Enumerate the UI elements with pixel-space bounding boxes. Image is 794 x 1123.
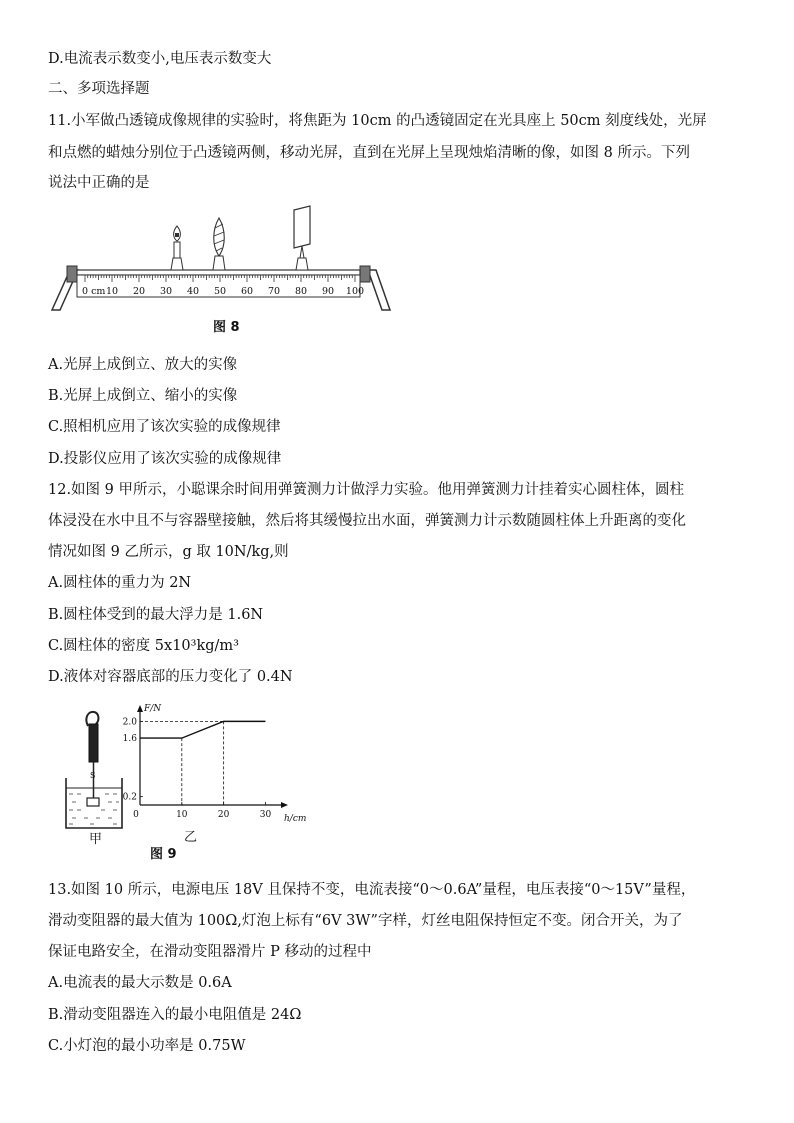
figure-9-caption: 图 9 (150, 847, 177, 862)
q12-stem-line2: 体浸没在水中且不与容器壁接触，然后将其缓慢拉出水面，弹簧测力计示数随圆柱体上升距离的变化 (48, 513, 686, 529)
candle (171, 226, 183, 270)
bench-rail (77, 270, 360, 275)
convex-lens (213, 218, 225, 270)
ruler-label: 80 (294, 286, 308, 297)
q11-stem-line1: 11.小军做凸透镜成像规律的实验时，将焦距为 10cm 的凸透镜固定在光具座上 50cm 刻度线处，光屏 (48, 113, 707, 129)
q11-option-b: B.光屏上成倒立、缩小的实像 (48, 388, 238, 404)
q13-stem-line1: 13.如图 10 所示，电源电压 18V 且保持不变，电流表接“0～0.6A”量程，电压表接“0～15V”量程， (48, 882, 696, 898)
ruler-label: 50 (213, 286, 227, 297)
x-tick-label: 0 (133, 810, 139, 820)
q11-stem-line3: 说法中正确的是 (48, 175, 150, 191)
x-axis-label: h/cm (284, 814, 307, 824)
spring-scale-body (89, 724, 98, 762)
ruler-label: 10 (105, 286, 119, 297)
bench-right-end (360, 266, 370, 282)
y-tick-label: 1.6 (122, 734, 137, 745)
cylinder (87, 798, 99, 806)
figure-9-graph (118, 700, 307, 830)
ruler-label: 20 (132, 286, 146, 297)
q11-option-d: D.投影仪应用了该次实验的成像规律 (48, 451, 282, 467)
figure-8-optical-bench (50, 200, 395, 320)
q12-stem-line1: 12.如图 9 甲所示，小聪课余时间用弹簧测力计做浮力实验。他用弹簧测力计挂着实心圆柱体，圆柱 (48, 482, 684, 498)
light-screen (294, 206, 310, 270)
ruler-label: 70 (267, 286, 281, 297)
q12-option-c: C.圆柱体的密度 5x10³kg/m³ (48, 638, 239, 654)
q13-stem-line2: 滑动变阻器的最大值为 100Ω,灯泡上标有“6V 3W”字样，灯丝电阻保持恒定不变。闭合开关，为了 (48, 913, 683, 929)
ruler-label: 60 (240, 286, 254, 297)
q12-option-d: D.液体对容器底部的压力变化了 0.4N (48, 669, 293, 685)
section-heading-multiple-choice: 二、多项选择题 (48, 81, 150, 97)
figure-9-right-label: 乙 (184, 830, 198, 845)
y-tick-label: 0.2 (122, 792, 137, 803)
y-tick-label: 2.0 (122, 717, 137, 728)
q10-option-d: D.电流表示数变小,电压表示数变大 (48, 51, 272, 67)
ruler-label: 40 (186, 286, 200, 297)
x-tick-label: 10 (176, 810, 188, 820)
spring-mark-label: S (90, 771, 96, 780)
figure-8-caption: 图 8 (213, 320, 240, 335)
force-curve (140, 721, 265, 738)
y-axis-arrow (137, 705, 143, 712)
q11-stem-line2: 和点燃的蜡烛分别位于凸透镜两侧，移动光屏，直到在光屏上呈现烛焰清晰的像，如图 8 所示。下列 (48, 145, 690, 161)
x-tick-label: 20 (217, 810, 230, 820)
q13-option-a: A.电流表的最大示数是 0.6A (48, 975, 232, 991)
ruler-label: 100 (345, 286, 365, 297)
q11-option-c: C.照相机应用了该次实验的成像规律 (48, 419, 281, 435)
figure-9-left-label: 甲 (89, 832, 103, 847)
ruler-label: 90 (321, 286, 335, 297)
y-axis-label: F/N (144, 704, 162, 714)
q12-option-a: A.圆柱体的重力为 2N (48, 575, 192, 591)
ruler-label: 30 (159, 286, 173, 297)
bench-left-end (67, 266, 77, 282)
bench-right-leg (368, 270, 390, 310)
q11-option-a: A.光屏上成倒立、放大的实像 (48, 357, 238, 373)
q13-stem-line3: 保证电路安全，在滑动变阻器滑片 P 移动的过程中 (48, 944, 372, 960)
x-tick-label: 30 (259, 810, 272, 820)
q12-option-b: B.圆柱体受到的最大浮力是 1.6N (48, 607, 264, 623)
q13-option-b: B.滑动变阻器连入的最小电阻值是 24Ω (48, 1007, 302, 1023)
q12-stem-line3: 情况如图 9 乙所示，g 取 10N/kg,则 (48, 544, 289, 560)
ruler-label: 0 cm (82, 286, 106, 297)
x-axis-arrow (281, 802, 288, 808)
q13-option-c: C.小灯泡的最小功率是 0.75W (48, 1038, 246, 1054)
